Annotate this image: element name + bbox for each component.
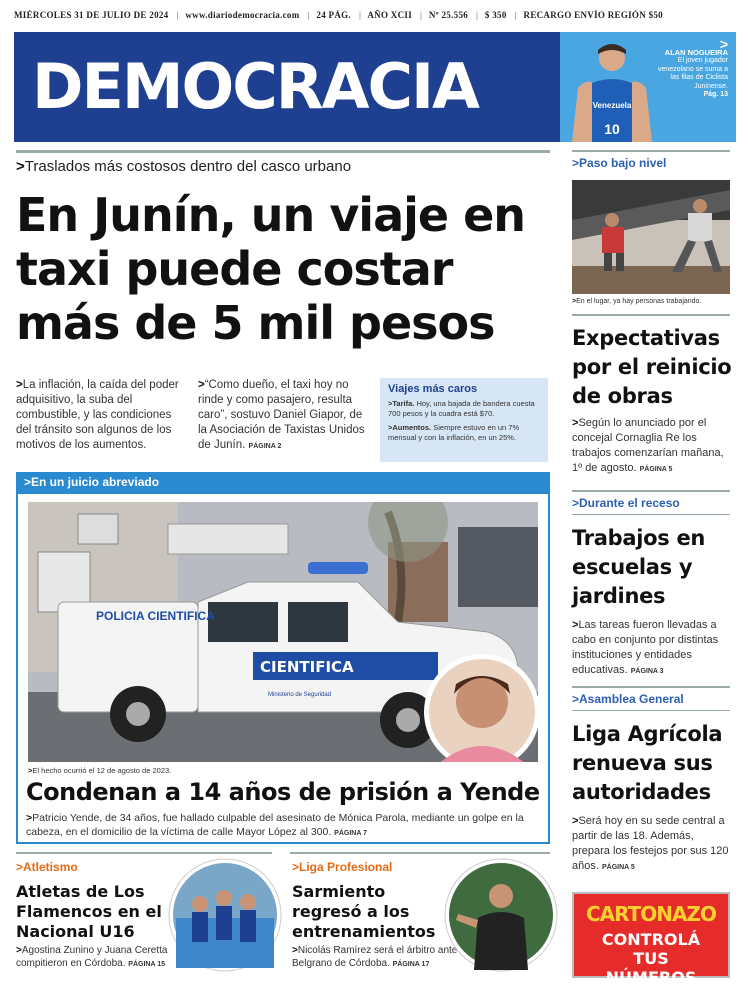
liga-profesional-body: >Nicolás Ramírez será el árbitro ante Belgrano de Córdoba. PÁGINA 17 (292, 945, 458, 969)
referee-photo[interactable] (444, 858, 558, 972)
photo-caption: >El hecho ocurrió el 12 de agosto de 2023. (28, 766, 172, 775)
divider (572, 490, 730, 492)
page-ref: PÁGINA 7 (334, 829, 367, 837)
info-box-item: >Tarifa. Hoy, una bajada de bandera cuesta 700 pesos y la cuadra está $70. (388, 399, 535, 418)
newspaper-logo[interactable]: DEMOCRACIA (32, 50, 478, 123)
lead-column-2: >“Como dueño, el taxi hoy no rinde y como pasajero, resulta caro”, sostuvo Daniel Giapor, de la Asociación de Taxistas Unidos de Junín. PÁGINA 2 (198, 379, 365, 451)
lead-kicker[interactable]: >Traslados más costosos dentro del casco urbano (16, 158, 352, 175)
divider (572, 710, 730, 711)
edition-price: $ 350 (484, 10, 507, 20)
construction-caption: >En el lugar, ya hay personas trabajando. (572, 298, 702, 305)
masthead-promo[interactable] (560, 32, 736, 142)
judicial-kicker-bar[interactable]: >En un juicio abreviado (16, 472, 550, 494)
athletes-photo[interactable] (168, 858, 282, 972)
liga-profesional-headline[interactable]: Sarmiento regresó a los entrenamientos (292, 882, 436, 941)
truck-text-cientifica: CIENTIFICA (260, 658, 354, 676)
liga-agricola-headline[interactable]: Liga Agrícola renueva sus autoridades (572, 722, 723, 804)
expectativas-headline[interactable]: Expectativas por el reinicio de obras (572, 326, 732, 408)
divider (572, 686, 730, 688)
svg-text:Venezuela: Venezuela (592, 101, 632, 110)
truck-text-ministerio: Ministerio de Seguridad (268, 692, 332, 698)
atletismo-headline[interactable]: Atletas de Los Flamencos en el Nacional U16 (16, 882, 162, 941)
lead-column-1: >La inflación, la caída del poder adquisitivo, la suba del combustible, y las condiciones del tránsito son algunos de los motivos de los aumentos. (16, 379, 179, 451)
promo-text (654, 36, 728, 100)
edition-number: Nº 25.556 (428, 10, 469, 20)
divider (572, 314, 730, 316)
divider (16, 852, 272, 854)
judicial-body: >Patricio Yende, de 34 años, fue hallado culpable del asesinato de Mónica Parola, mediante un golpe en la cabeza, en el domicilio de la víctima de calle Mayor López al 300. PÁGINA 7 (26, 812, 524, 838)
page-ref: PÁGINA 2 (248, 443, 282, 450)
site-link[interactable]: www.diariodemocracia.com (185, 10, 300, 20)
atletismo-body: >Agostina Zunino y Juana Ceretta compitieron en Córdoba. PÁGINA 15 (16, 945, 168, 969)
divider (572, 514, 730, 515)
promo-description: El joven jugador venezolano se suma a las filas de Ciclista Juninense. (657, 57, 728, 90)
trabajos-body: >Las tareas fueron llevadas a cabo en conjunto por distintas instituciones y entidades educativas. PÁGINA 3 (572, 619, 719, 676)
edition-info-bar: MIÉRCOLES 31 DE JULIO DE 2024 | www.diariodemocracia.com | 24 PÁG. | AÑO XCII | Nº 25.556 | $ 350 | RECARGO ENVÍO REGIÓN $50 (14, 10, 663, 20)
chevron-right-icon: > (719, 36, 728, 52)
shipping-surcharge: RECARGO ENVÍO REGIÓN $50 (523, 10, 663, 20)
promo-name: ALAN NOGUEIRA (664, 47, 728, 57)
truck-text-policia: POLICIA CIENTIFICA (96, 609, 215, 623)
divider (16, 150, 550, 153)
liga-agricola-body: >Será hoy en su sede central a partir de las 18. Además, prepara los festejos por sus 120 años. PÁGINA 5 (572, 815, 729, 872)
ad-brand: CARTONAZO (585, 902, 717, 926)
construction-photo[interactable] (572, 180, 730, 294)
cartonazo-ad[interactable] (572, 892, 730, 987)
ad-cta: CONTROLÁ TUS NÚMEROS (601, 930, 701, 987)
lead-headline[interactable]: En Junín, un viaje en taxi puede costar más de 5 mil pesos (16, 188, 526, 350)
svg-text:10: 10 (604, 121, 620, 137)
info-box-item: >Aumentos. Siempre estuvo en un 7% mensual y con la inflación, en un 25%. (388, 423, 520, 442)
info-box-title: Viajes más caros (388, 383, 478, 395)
trabajos-headline[interactable]: Trabajos en escuelas y jardines (572, 526, 706, 608)
divider (572, 150, 730, 152)
paso-bajo-nivel-kicker[interactable]: >Paso bajo nivel (572, 156, 667, 170)
receso-kicker[interactable]: >Durante el receso (572, 496, 680, 510)
expectativas-body: >Según lo anunciado por el concejal Cornaglia Re los trabajos comenzarían mañana, 1º de agosto. PÁGINA 5 (572, 417, 724, 474)
liga-profesional-kicker[interactable]: >Liga Profesional (292, 860, 393, 874)
promo-page: Pág. 13 (703, 91, 728, 98)
judicial-headline[interactable]: Condenan a 14 años de prisión a Yende (26, 778, 540, 806)
edition-year: AÑO XCII (367, 10, 413, 20)
asamblea-kicker[interactable]: >Asamblea General (572, 692, 684, 706)
divider (290, 852, 550, 854)
police-truck-photo[interactable] (28, 502, 538, 762)
basketball-player-photo (568, 36, 656, 142)
edition-date: MIÉRCOLES 31 DE JULIO DE 2024 (14, 10, 169, 20)
atletismo-kicker[interactable]: >Atletismo (16, 860, 78, 874)
page-count: 24 PÁG. (316, 10, 351, 20)
info-box-viajes (380, 378, 548, 462)
